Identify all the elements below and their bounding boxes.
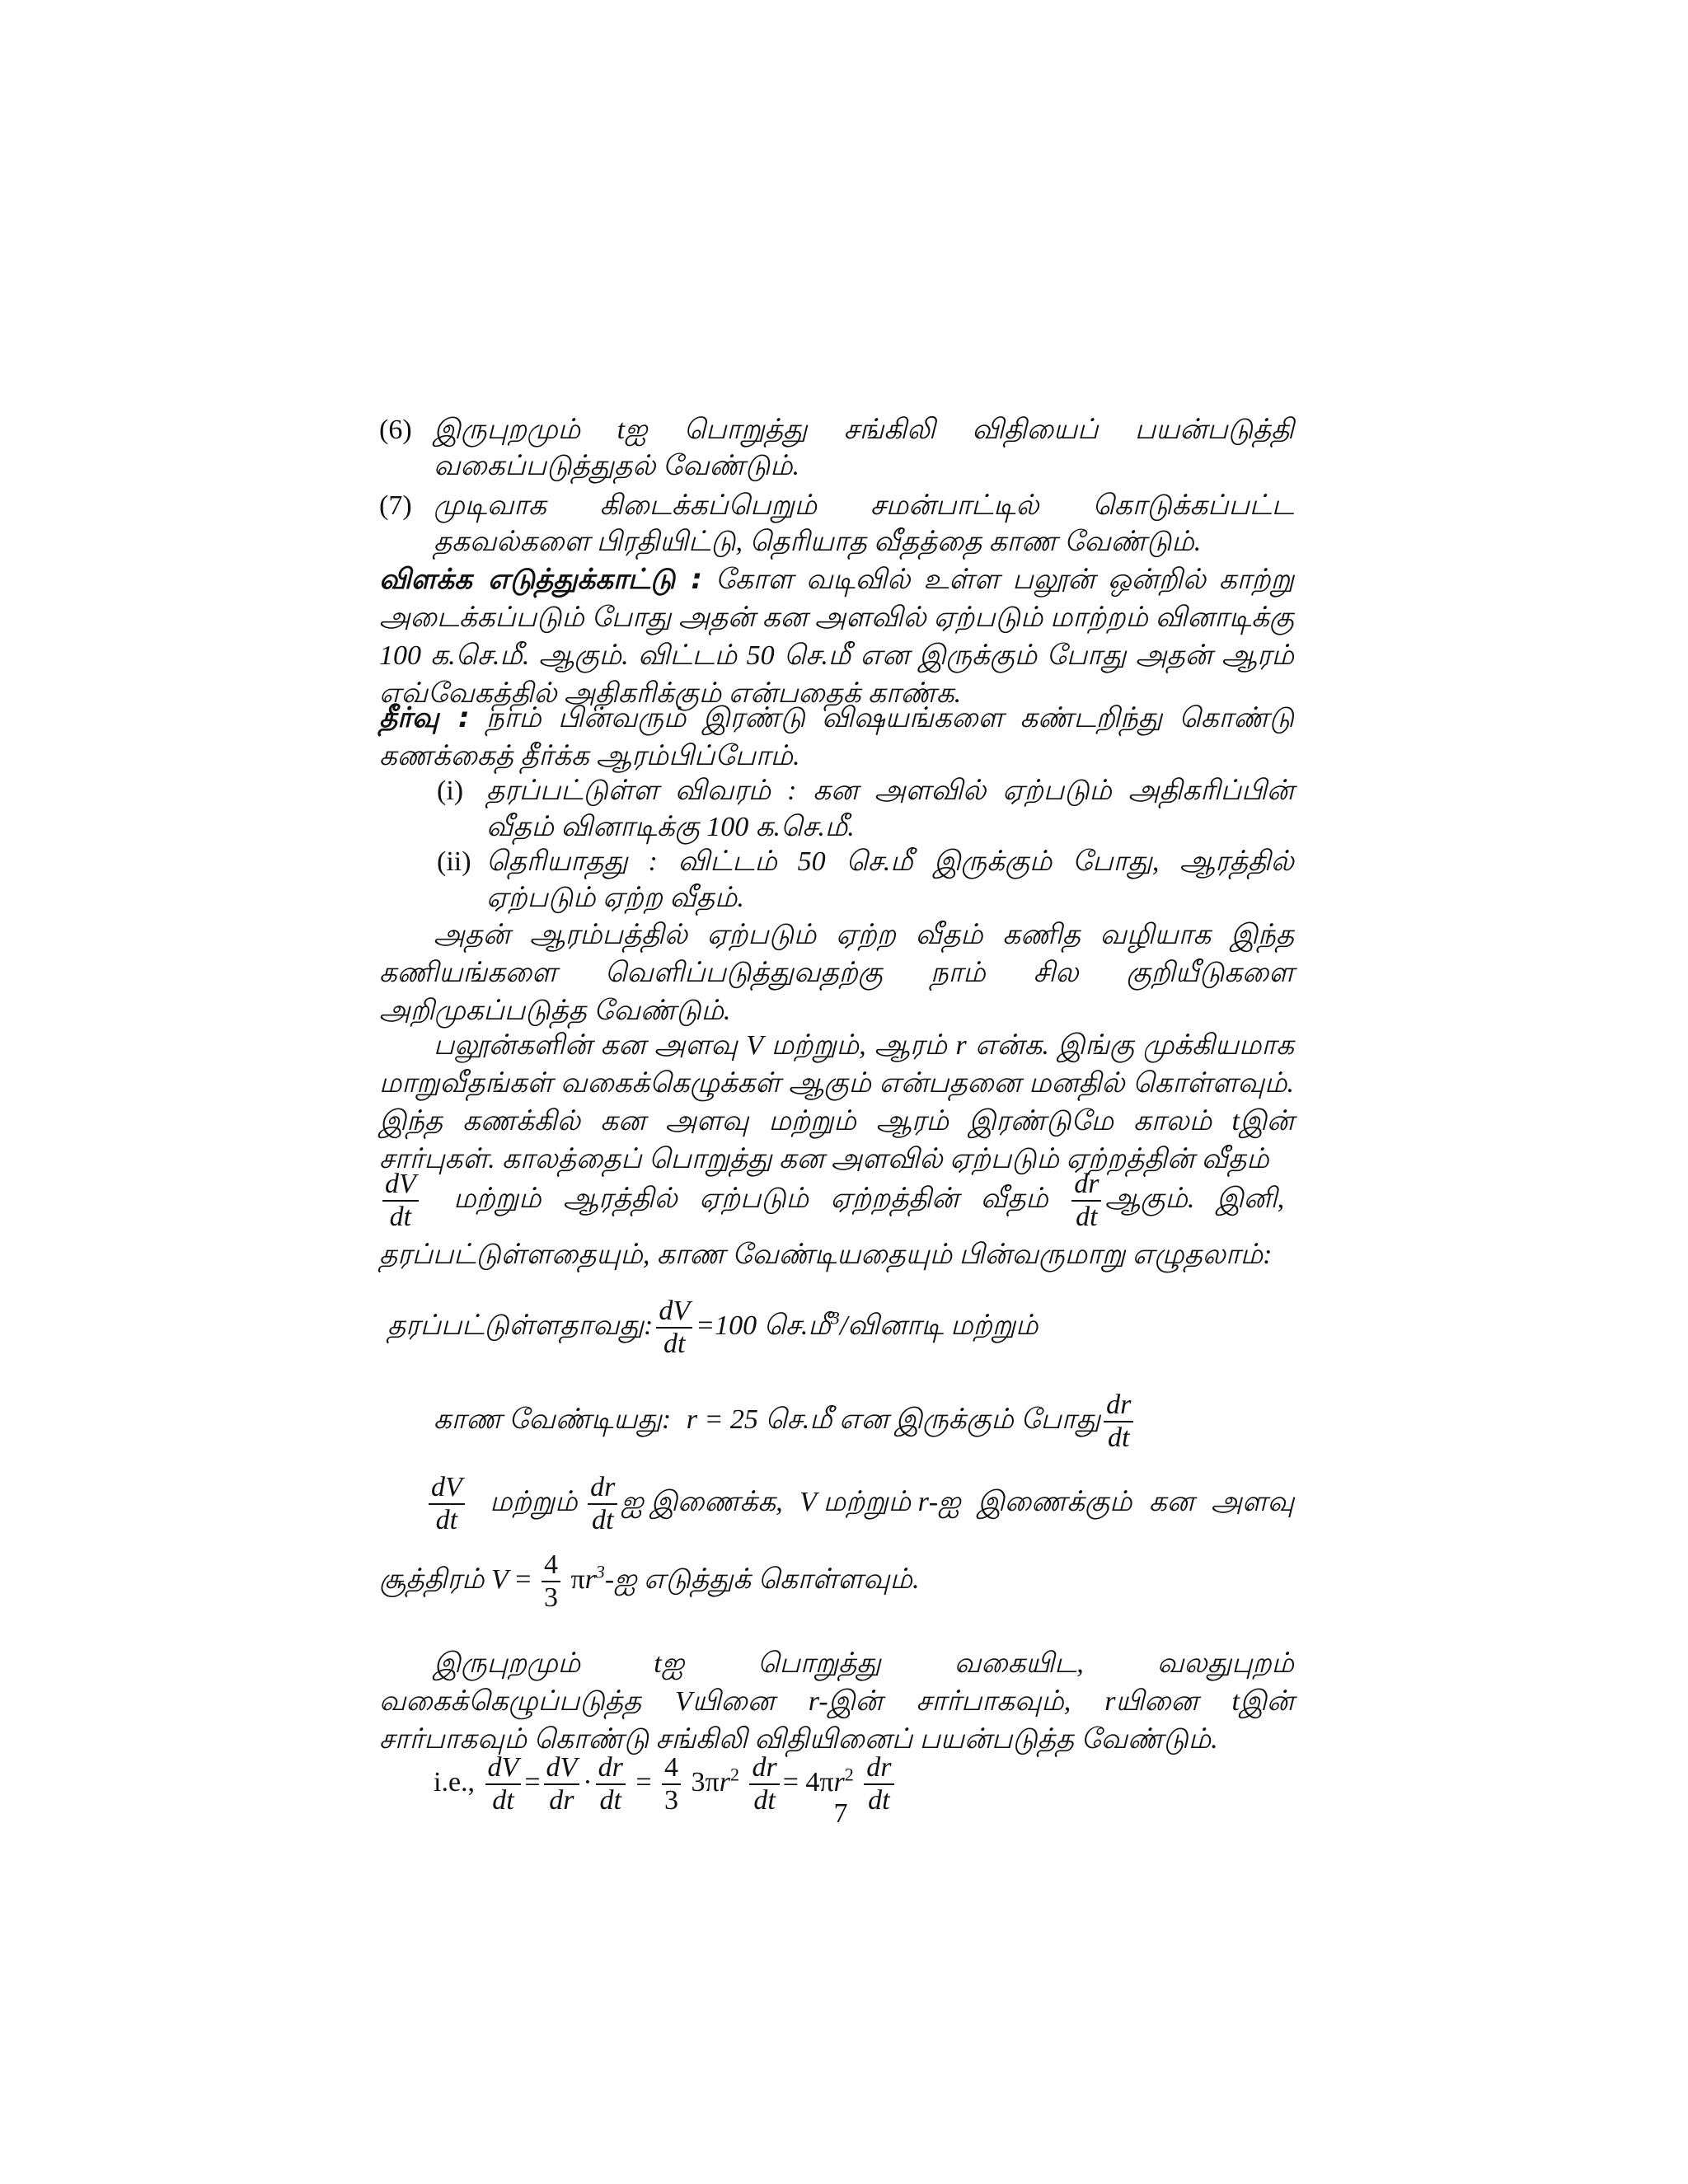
variable-t: t <box>654 1648 662 1679</box>
step-number: (6) <box>379 415 412 445</box>
text-run: மற்றும் ஆரத்தில் ஏற்படும் ஏற்றத்தின் வீதம் <box>453 1183 1048 1214</box>
exponent: 3 <box>830 1307 840 1329</box>
paragraph <box>379 1645 1294 1759</box>
equals: = <box>524 1766 541 1797</box>
exponent: 2 <box>844 1764 854 1785</box>
fraction-dV-dt <box>656 1296 692 1360</box>
denominator: dt <box>492 1785 514 1816</box>
variable-r: r <box>686 1404 697 1435</box>
variable-r: r <box>1104 1686 1116 1717</box>
connect-line <box>379 1472 1294 1536</box>
numerator: 4 <box>542 1549 560 1582</box>
text-run: ஐ பொறுத்து வகையிட, வலதுபுறம் வகைக்கெழுப்படுத்த <box>379 1648 1294 1717</box>
variable-V: V <box>674 1686 692 1717</box>
sub-item-text: தரப்பட்டுள்ள விவரம் : கன அளவில் ஏற்படும் அதிகரிப்பின் வீதம் வினாடிக்கு 100 க.செ.மீ. <box>486 776 1294 842</box>
coefficient: 4π <box>805 1766 834 1797</box>
text-run: மற்றும் <box>823 1486 912 1517</box>
numerator: dr <box>588 1472 617 1505</box>
denominator: dt <box>1107 1422 1130 1453</box>
fraction-dV-dt <box>429 1472 465 1536</box>
exponent: 2 <box>729 1764 739 1785</box>
fraction-dr-dt <box>749 1752 779 1816</box>
fraction-dr-dt <box>596 1752 626 1816</box>
text-run: ஆகும். இனி, <box>1104 1183 1285 1214</box>
text-run: -இன் சார்பாகவும், <box>818 1686 1105 1717</box>
fraction-dr-dt <box>864 1752 893 1816</box>
numerator: dr <box>596 1752 626 1785</box>
variable-r: r <box>955 1030 967 1061</box>
text-run: = 25 செ.மீ என இருக்கும் போது <box>696 1404 1101 1435</box>
denominator: dt <box>1076 1202 1098 1232</box>
fraction-4-3 <box>662 1752 681 1816</box>
text-run: என்க. இங்கு முக்கியமாக மாறுவீதங்கள் வகைக்கெழுக்கள் ஆகும் என்பதனை மனதில் கொள்ளவும். இந்த கணக்கில் கன அளவு மற்றும் ஆரம் இரண்டுமே காலம் <box>379 1030 1294 1137</box>
fraction-dV-dt <box>382 1169 419 1233</box>
fraction-4-3 <box>542 1549 560 1614</box>
solution-label: தீர்வு : <box>379 701 470 734</box>
text-run: பலூன்களின் கன அளவு <box>434 1030 747 1061</box>
text-run: சூத்திரம் <box>379 1563 485 1595</box>
variable-r: r <box>833 1766 845 1797</box>
numerator: dr <box>1104 1390 1133 1422</box>
numerator: dr <box>864 1752 893 1785</box>
rates-line <box>379 1169 1294 1233</box>
text-run: ஐ இணைக்க, <box>621 1486 783 1517</box>
fraction-dr-dt <box>588 1472 617 1536</box>
example-label: விளக்க எடுத்துக்காட்டு : <box>379 563 702 596</box>
text-run: யினை <box>1115 1686 1232 1717</box>
text-run: இருபுறமும் <box>434 1648 654 1679</box>
variable-r: r <box>584 1563 596 1595</box>
sub-item-number: (ii) <box>437 846 471 877</box>
text-run: இன் சார்புகள். காலத்தைப் பொறுத்து கன அளவில் ஏற்படும் ஏற்றத்தின் வீதம் <box>379 1106 1294 1174</box>
variable-r: r <box>808 1686 819 1717</box>
denominator: dr <box>549 1785 574 1816</box>
exponent: 3 <box>595 1561 605 1582</box>
coefficient: 3π <box>691 1766 720 1797</box>
sub-item-text: தெரியாதது : விட்டம் 50 செ.மீ இருக்கும் போது, ஆரத்தில் ஏற்படும் ஏற்ற வீதம். <box>486 846 1294 913</box>
paragraph <box>379 1027 1294 1179</box>
step-item <box>379 488 1294 560</box>
text-run: -ஐ எடுத்துக் கொள்ளவும். <box>604 1563 920 1595</box>
step-text: முடிவாக கிடைக்கப்பெறும் சமன்பாட்டில் கொடுக்கப்பட்ட தகவல்களை பிரதியிட்டு, தெரியாத வீதத்தை காண வேண்டும். <box>434 490 1294 557</box>
denominator: dt <box>753 1785 776 1816</box>
text-run: யினை <box>692 1686 809 1717</box>
denominator: dt <box>435 1505 458 1535</box>
sub-item <box>379 773 1294 846</box>
denominator: dt <box>389 1202 412 1232</box>
solution-paragraph <box>379 699 1294 776</box>
find-label: காண வேண்டியது: <box>434 1404 672 1435</box>
given-line <box>387 1296 1302 1360</box>
example-text: கோள வடிவில் உள்ள பலூன் ஒன்றில் காற்று அடைக்கப்படும் போது அதன் கன அளவில் ஏற்படும் மாற்றம் வினாடிக்கு 100 க.செ.மீ. ஆகும். விட்டம் 50 செ.மீ என இருக்கும் போது அதன் ஆரம் எவ்வேகத்தில் அதிகரிக்கும் என்பதைக் காண்க. <box>379 565 1294 709</box>
denominator: 3 <box>543 1582 558 1613</box>
sub-item <box>379 844 1294 916</box>
fraction-dr-dt <box>1104 1390 1133 1454</box>
given-label: தரப்பட்டுள்ளதாவது: <box>387 1310 654 1341</box>
step-number: (7) <box>379 490 412 521</box>
variable-r: r <box>719 1766 730 1797</box>
variable-V: V <box>490 1563 509 1595</box>
fraction-dr-dt <box>1071 1169 1101 1233</box>
example-paragraph <box>379 560 1294 713</box>
step-text: இருபுறமும் tஐ பொறுத்து சங்கிலி விதியைப் பயன்படுத்தி வகைப்படுத்துதல் வேண்டும். <box>434 415 1294 481</box>
numerator: dV <box>544 1752 580 1785</box>
text-line: தரப்பட்டுள்ளதையும், காண வேண்டியதையும் பின்வருமாறு எழுதலாம்: <box>379 1240 1273 1270</box>
pi-symbol: π <box>570 1563 585 1595</box>
numerator: dV <box>656 1296 692 1329</box>
fraction-dV-dr <box>544 1752 580 1816</box>
solution-text: நாம் பின்வரும் இரண்டு விஷயங்களை கண்டறிந்து கொண்டு கணக்கைத் தீர்க்க ஆரம்பிப்போம். <box>379 703 1294 771</box>
variable-t: t <box>1231 1106 1240 1137</box>
equals: = <box>635 1766 652 1797</box>
denominator: dt <box>591 1505 614 1535</box>
ie-label: i.e., <box>434 1766 476 1797</box>
step-item <box>379 412 1294 485</box>
final-equation <box>434 1752 1348 1816</box>
denominator: dt <box>663 1329 686 1359</box>
variable-t: t <box>1231 1686 1240 1717</box>
variable-V: V <box>746 1030 763 1061</box>
variable-r: r <box>917 1486 929 1517</box>
numerator: 4 <box>662 1752 681 1785</box>
numerator: dV <box>429 1472 465 1505</box>
paragraph: அதன் ஆரம்பத்தில் ஏற்படும் ஏற்ற வீதம் கணித வழியாக இந்த கணியங்களை வெளிப்படுத்துவதற்கு நாம் சில குறியீடுகளை அறிமுகப்படுத்த வேண்டும். <box>379 920 1294 1026</box>
sub-item-number: (i) <box>437 776 464 806</box>
numerator: dV <box>485 1752 522 1785</box>
numerator: dV <box>382 1169 419 1202</box>
formula-line <box>379 1549 1294 1614</box>
equals: = <box>508 1563 538 1595</box>
fraction-dV-dt <box>485 1752 522 1816</box>
equals: = <box>782 1766 799 1797</box>
given-value: =100 செ.மீ <box>696 1310 831 1341</box>
numerator: dr <box>1071 1169 1101 1202</box>
text-run: மற்றும், ஆரம் <box>762 1030 956 1061</box>
text-run: /வினாடி மற்றும் <box>839 1310 1039 1341</box>
denominator: 3 <box>664 1785 679 1816</box>
text-run: -ஐ இணைக்கும் கன அளவு <box>928 1486 1295 1517</box>
numerator: dr <box>749 1752 779 1785</box>
text-run: மற்றும் <box>490 1486 578 1517</box>
denominator: dt <box>599 1785 621 1816</box>
variable-V: V <box>799 1486 817 1517</box>
text-run: இன் சார்பாகவும் கொண்டு சங்கிலி விதியினைப் பயன்படுத்த வேண்டும். <box>379 1686 1294 1755</box>
page-number: 7 <box>833 1798 848 1829</box>
find-line <box>434 1390 1348 1454</box>
denominator: dt <box>868 1785 890 1816</box>
dot-operator: · <box>583 1766 593 1797</box>
